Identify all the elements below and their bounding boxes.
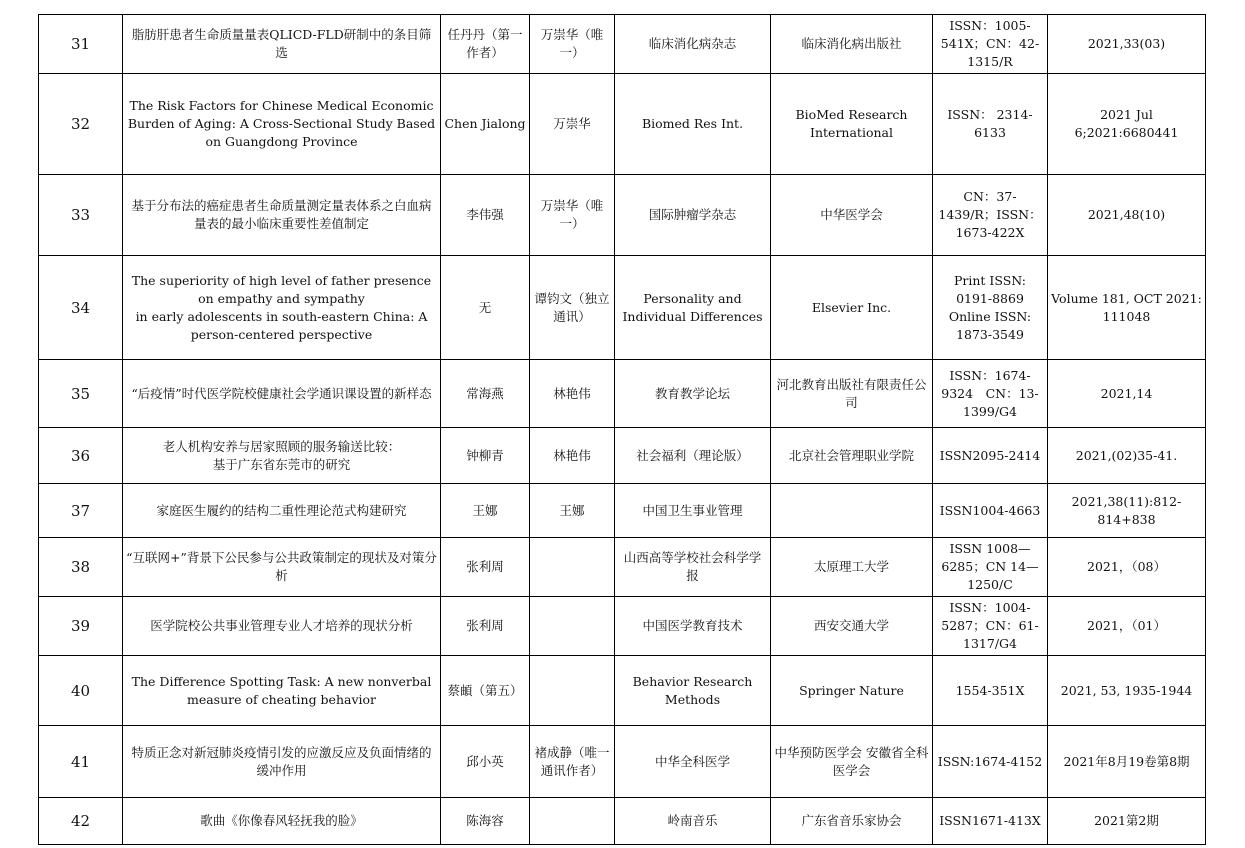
publisher-cell: 河北教育出版社有限责任公司 [771, 360, 933, 428]
first-author-cell: 李伟强 [441, 175, 530, 256]
paper-title-cell: 脂肪肝患者生命质量量表QLICD-FLD研制中的条目筛选 [123, 15, 441, 74]
publisher-cell: 临床消化病出版社 [771, 15, 933, 74]
publication-date-cell: 2021, 53, 1935-1944 [1048, 656, 1206, 726]
journal-name-cell: 临床消化病杂志 [615, 15, 771, 74]
paper-title-cell: 医学院校公共事业管理专业人才培养的现状分析 [123, 597, 441, 656]
journal-name-cell: 社会福利（理论版） [615, 428, 771, 484]
row-number-cell: 31 [39, 15, 123, 74]
first-author-cell: 张利周 [441, 597, 530, 656]
publication-date-cell: 2021 Jul 6;2021:6680441 [1048, 74, 1206, 175]
row-number-cell: 34 [39, 256, 123, 360]
row-number-cell: 38 [39, 538, 123, 597]
issn-cn-cell: ISSN1671-413X [933, 798, 1048, 845]
row-number-cell: 36 [39, 428, 123, 484]
paper-title-cell: The superiority of high level of father presence on empathy and sympathy in early adolescents in south-eastern China: A person-centered perspective [123, 256, 441, 360]
corresponding-author-cell: 王娜 [530, 484, 615, 538]
paper-title-cell: “互联网+”背景下公民参与公共政策制定的现状及对策分析 [123, 538, 441, 597]
first-author-cell: 张利周 [441, 538, 530, 597]
paper-title-cell: 特质正念对新冠肺炎疫情引发的应激反应及负面情绪的缓冲作用 [123, 726, 441, 798]
publisher-cell: 北京社会管理职业学院 [771, 428, 933, 484]
publication-date-cell: 2021，（08） [1048, 538, 1206, 597]
publisher-cell [771, 484, 933, 538]
journal-name-cell: Behavior Research Methods [615, 656, 771, 726]
journal-name-cell: Personality and Individual Differences [615, 256, 771, 360]
journal-name-cell: 国际肿瘤学杂志 [615, 175, 771, 256]
paper-title-cell: 老人机构安养与居家照顾的服务输送比较： 基于广东省东莞市的研究 [123, 428, 441, 484]
publisher-cell: 中华预防医学会 安徽省全科医学会 [771, 726, 933, 798]
table-row [39, 360, 1206, 428]
table-row [39, 175, 1206, 256]
corresponding-author-cell: 林艳伟 [530, 360, 615, 428]
issn-cn-cell: ISSN:1674-4152 [933, 726, 1048, 798]
publication-date-cell: 2021，（01） [1048, 597, 1206, 656]
paper-title-cell: The Risk Factors for Chinese Medical Economic Burden of Aging: A Cross-Sectional Study Based on Guangdong Province [123, 74, 441, 175]
issn-cn-cell: ISSN 1008—6285；CN 14—1250/C [933, 538, 1048, 597]
table-row [39, 538, 1206, 597]
journal-name-cell: 中华全科医学 [615, 726, 771, 798]
corresponding-author-cell: 万崇华（唯一） [530, 15, 615, 74]
publisher-cell: 西安交通大学 [771, 597, 933, 656]
table-row [39, 597, 1206, 656]
corresponding-author-cell [530, 798, 615, 845]
corresponding-author-cell [530, 656, 615, 726]
publication-date-cell: 2021,48(10) [1048, 175, 1206, 256]
first-author-cell: 常海燕 [441, 360, 530, 428]
journal-name-cell: 教育教学论坛 [615, 360, 771, 428]
corresponding-author-cell: 林艳伟 [530, 428, 615, 484]
paper-title-cell: “后疫情”时代医学院校健康社会学通识课设置的新样态 [123, 360, 441, 428]
first-author-cell: 王娜 [441, 484, 530, 538]
row-number-cell: 32 [39, 74, 123, 175]
issn-cn-cell: ISSN：1674-9324 CN：13-1399/G4 [933, 360, 1048, 428]
issn-cn-cell: ISSN：1004-5287；CN：61-1317/G4 [933, 597, 1048, 656]
row-number-cell: 39 [39, 597, 123, 656]
first-author-cell: 无 [441, 256, 530, 360]
paper-title-cell: The Difference Spotting Task: A new nonverbal measure of cheating behavior [123, 656, 441, 726]
publication-date-cell: 2021,14 [1048, 360, 1206, 428]
row-number-cell: 40 [39, 656, 123, 726]
issn-cn-cell: ISSN： 2314-6133 [933, 74, 1048, 175]
corresponding-author-cell: 万崇华（唯一） [530, 175, 615, 256]
publisher-cell: 太原理工大学 [771, 538, 933, 597]
table-row [39, 484, 1206, 538]
journal-name-cell: 中国医学教育技术 [615, 597, 771, 656]
journal-name-cell: 中国卫生事业管理 [615, 484, 771, 538]
paper-title-cell: 基于分布法的癌症患者生命质量测定量表体系之白血病量表的最小临床重要性差值制定 [123, 175, 441, 256]
first-author-cell: 蔡頔（第五） [441, 656, 530, 726]
first-author-cell: 邱小英 [441, 726, 530, 798]
publication-date-cell: 2021第2期 [1048, 798, 1206, 845]
row-number-cell: 37 [39, 484, 123, 538]
issn-cn-cell: Print ISSN: 0191-8869 Online ISSN: 1873-3549 [933, 256, 1048, 360]
publication-date-cell: 2021,38(11):812-814+838 [1048, 484, 1206, 538]
journal-name-cell: Biomed Res Int. [615, 74, 771, 175]
first-author-cell: Chen Jialong [441, 74, 530, 175]
publication-date-cell: Volume 181, OCT 2021: 111048 [1048, 256, 1206, 360]
issn-cn-cell: ISSN：1005-541X；CN：42-1315/R [933, 15, 1048, 74]
publisher-cell: BioMed Research International [771, 74, 933, 175]
first-author-cell: 陈海容 [441, 798, 530, 845]
publication-date-cell: 2021,33(03) [1048, 15, 1206, 74]
issn-cn-cell: CN：37-1439/R；ISSN：1673-422X [933, 175, 1048, 256]
publisher-cell: 广东省音乐家协会 [771, 798, 933, 845]
paper-title-cell: 歌曲《你像春风轻抚我的脸》 [123, 798, 441, 845]
publisher-cell: Springer Nature [771, 656, 933, 726]
table-row [39, 256, 1206, 360]
journal-name-cell: 岭南音乐 [615, 798, 771, 845]
paper-title-cell: 家庭医生履约的结构二重性理论范式构建研究 [123, 484, 441, 538]
row-number-cell: 42 [39, 798, 123, 845]
publication-date-cell: 2021年8月19卷第8期 [1048, 726, 1206, 798]
corresponding-author-cell: 褚成静（唯一通讯作者） [530, 726, 615, 798]
table-row [39, 798, 1206, 845]
row-number-cell: 33 [39, 175, 123, 256]
table-row [39, 15, 1206, 74]
issn-cn-cell: 1554-351X [933, 656, 1048, 726]
table-row [39, 74, 1206, 175]
table-row [39, 656, 1206, 726]
corresponding-author-cell [530, 538, 615, 597]
row-number-cell: 35 [39, 360, 123, 428]
publisher-cell: 中华医学会 [771, 175, 933, 256]
issn-cn-cell: ISSN1004-4663 [933, 484, 1048, 538]
publisher-cell: Elsevier Inc. [771, 256, 933, 360]
table-row [39, 428, 1206, 484]
issn-cn-cell: ISSN2095-2414 [933, 428, 1048, 484]
publication-table [38, 14, 1206, 845]
corresponding-author-cell: 万崇华 [530, 74, 615, 175]
first-author-cell: 钟柳青 [441, 428, 530, 484]
corresponding-author-cell: 谭钧文（独立通讯） [530, 256, 615, 360]
table-row [39, 726, 1206, 798]
corresponding-author-cell [530, 597, 615, 656]
publication-date-cell: 2021,(02)35-41. [1048, 428, 1206, 484]
row-number-cell: 41 [39, 726, 123, 798]
journal-name-cell: 山西高等学校社会科学学报 [615, 538, 771, 597]
first-author-cell: 任丹丹（第一作者） [441, 15, 530, 74]
